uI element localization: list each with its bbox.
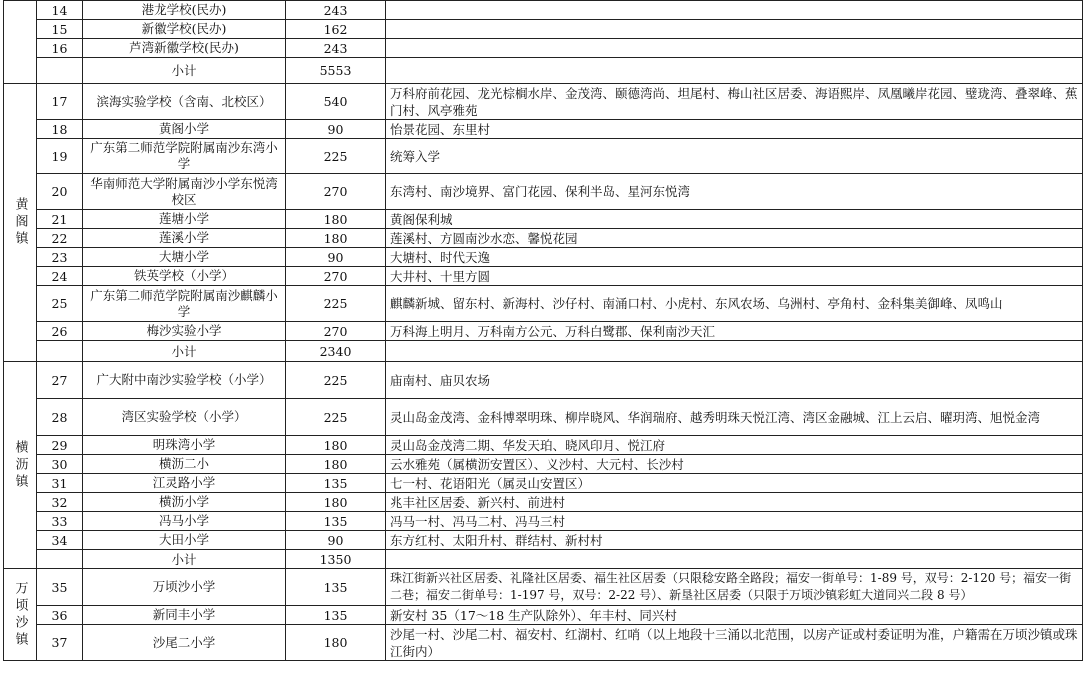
catchment-area: 冯马一村、冯马二村、冯马三村 <box>386 512 1083 531</box>
catchment-area: 东湾村、南沙境界、富门花园、保利半岛、星河东悦湾 <box>386 174 1083 210</box>
school-name: 大塘小学 <box>83 248 286 267</box>
table-row <box>4 120 1083 139</box>
school-name: 大田小学 <box>83 531 286 550</box>
row-number: 28 <box>37 399 83 436</box>
school-name: 黄阁小学 <box>83 120 286 139</box>
row-number: 29 <box>37 436 83 455</box>
subtotal-area-blank <box>386 341 1083 362</box>
row-number: 27 <box>37 362 83 399</box>
enrollment-count: 540 <box>286 84 386 120</box>
subtotal-row <box>4 58 1083 84</box>
row-number: 34 <box>37 531 83 550</box>
catchment-area: 庙南村、庙贝农场 <box>386 362 1083 399</box>
subtotal-value: 1350 <box>286 550 386 569</box>
row-number: 23 <box>37 248 83 267</box>
row-number: 30 <box>37 455 83 474</box>
enrollment-count: 180 <box>286 436 386 455</box>
catchment-area: 东方红村、太阳升村、群结村、新村村 <box>386 531 1083 550</box>
table-row <box>4 1 1083 20</box>
table-row <box>4 493 1083 512</box>
subtotal-row <box>4 341 1083 362</box>
enrollment-count: 243 <box>286 1 386 20</box>
table-row <box>4 436 1083 455</box>
school-name: 江灵路小学 <box>83 474 286 493</box>
catchment-area: 麒麟新城、留东村、新海村、沙仔村、南涌口村、小虎村、东风农场、乌洲村、亭角村、金科集美御峰、凤鸣山 <box>386 286 1083 322</box>
table-row <box>4 139 1083 174</box>
school-name: 广大附中南沙实验学校（小学） <box>83 362 286 399</box>
enrollment-count: 180 <box>286 455 386 474</box>
catchment-area: 万科海上明月、万科南方公元、万科白鹭郡、保利南沙天汇 <box>386 322 1083 341</box>
table-row <box>4 474 1083 493</box>
table-row <box>4 248 1083 267</box>
school-name: 广东第二师范学院附属南沙东湾小学 <box>83 139 286 174</box>
row-number: 26 <box>37 322 83 341</box>
row-number: 36 <box>37 606 83 625</box>
catchment-area: 兆丰社区居委、新兴村、前进村 <box>386 493 1083 512</box>
catchment-area: 灵山岛金茂湾二期、华发天珀、晓风印月、悦江府 <box>386 436 1083 455</box>
catchment-area: 云水雅苑（属横沥安置区）、义沙村、大元村、长沙村 <box>386 455 1083 474</box>
row-number: 31 <box>37 474 83 493</box>
school-name: 铁英学校（小学） <box>83 267 286 286</box>
catchment-area: 莲溪村、方圆南沙水恋、馨悦花园 <box>386 229 1083 248</box>
catchment-area: 七一村、花语阳光（属灵山安置区） <box>386 474 1083 493</box>
enrollment-count: 180 <box>286 210 386 229</box>
school-allocation-table <box>3 0 1083 661</box>
school-name: 冯马小学 <box>83 512 286 531</box>
enrollment-count: 225 <box>286 399 386 436</box>
table-row <box>4 174 1083 210</box>
enrollment-count: 243 <box>286 39 386 58</box>
school-name: 万顷沙小学 <box>83 569 286 606</box>
table-row <box>4 322 1083 341</box>
table-row <box>4 455 1083 474</box>
school-name: 莲溪小学 <box>83 229 286 248</box>
catchment-area: 大井村、十里方圆 <box>386 267 1083 286</box>
row-number: 18 <box>37 120 83 139</box>
subtotal-value: 5553 <box>286 58 386 84</box>
enrollment-count: 270 <box>286 267 386 286</box>
enrollment-count: 135 <box>286 474 386 493</box>
row-number: 32 <box>37 493 83 512</box>
subtotal-label: 小计 <box>83 550 286 569</box>
school-name: 滨海实验学校（含南、北校区） <box>83 84 286 120</box>
school-name: 新徽学校(民办) <box>83 20 286 39</box>
enrollment-count: 135 <box>286 512 386 531</box>
school-name: 沙尾二小学 <box>83 625 286 661</box>
row-number: 24 <box>37 267 83 286</box>
catchment-area <box>386 20 1083 39</box>
table-row <box>4 39 1083 58</box>
school-name: 横沥二小 <box>83 455 286 474</box>
catchment-area <box>386 1 1083 20</box>
school-name: 横沥小学 <box>83 493 286 512</box>
school-name: 港龙学校(民办) <box>83 1 286 20</box>
subtotal-area-blank <box>386 58 1083 84</box>
enrollment-count: 225 <box>286 286 386 322</box>
row-number: 35 <box>37 569 83 606</box>
table-row <box>4 267 1083 286</box>
catchment-area: 灵山岛金茂湾、金科博翠明珠、柳岸晓风、华润瑞府、越秀明珠天悦江湾、湾区金融城、江上云启、曜玥湾、旭悦金湾 <box>386 399 1083 436</box>
table-row <box>4 286 1083 322</box>
catchment-area: 新安村 35（17～18 生产队除外）、年丰村、同兴村 <box>386 606 1083 625</box>
catchment-area <box>386 39 1083 58</box>
school-name: 华南师范大学附属南沙小学东悦湾校区 <box>83 174 286 210</box>
school-name: 梅沙实验小学 <box>83 322 286 341</box>
row-number: 37 <box>37 625 83 661</box>
subtotal-blank <box>37 550 83 569</box>
row-number: 25 <box>37 286 83 322</box>
school-name: 明珠湾小学 <box>83 436 286 455</box>
row-number: 21 <box>37 210 83 229</box>
table-row <box>4 229 1083 248</box>
subtotal-blank <box>37 341 83 362</box>
subtotal-blank <box>37 58 83 84</box>
town-cell-continued <box>4 1 37 84</box>
town-name: 黄阁镇 <box>4 84 37 362</box>
enrollment-count: 90 <box>286 531 386 550</box>
row-number: 20 <box>37 174 83 210</box>
row-number: 33 <box>37 512 83 531</box>
subtotal-value: 2340 <box>286 341 386 362</box>
enrollment-count: 270 <box>286 322 386 341</box>
catchment-area: 万科府前花园、龙光棕榈水岸、金茂湾、颐德湾尚、坦尾村、梅山社区居委、海语熙岸、凤凰曦岸花园、璧珑湾、叠翠峰、蕉门村、风亭雅苑 <box>386 84 1083 120</box>
table-row <box>4 84 1083 120</box>
enrollment-count: 135 <box>286 606 386 625</box>
enrollment-count: 225 <box>286 362 386 399</box>
enrollment-count: 225 <box>286 139 386 174</box>
enrollment-count: 135 <box>286 569 386 606</box>
subtotal-row <box>4 550 1083 569</box>
table-row <box>4 531 1083 550</box>
table-row <box>4 399 1083 436</box>
subtotal-label: 小计 <box>83 341 286 362</box>
table-row <box>4 512 1083 531</box>
catchment-area: 黄阁保利城 <box>386 210 1083 229</box>
enrollment-count: 162 <box>286 20 386 39</box>
table-row <box>4 569 1083 606</box>
table-row <box>4 362 1083 399</box>
subtotal-area-blank <box>386 550 1083 569</box>
row-number: 19 <box>37 139 83 174</box>
catchment-area: 珠江街新兴社区居委、礼隆社区居委、福生社区居委（只限稔安路全路段；福安一街单号：1-89 号，双号：2-120 号；福安一街二巷；福安二街单号：1-197 号，双号：2-22 号）、新垦社区居委（只限于万顷沙镇彩虹大道同兴二段 8 号） <box>386 569 1083 606</box>
row-number: 14 <box>37 1 83 20</box>
table-row <box>4 625 1083 661</box>
table-row <box>4 606 1083 625</box>
catchment-area: 怡景花园、东里村 <box>386 120 1083 139</box>
catchment-area: 沙尾一村、沙尾二村、福安村、红湖村、红哨（以上地段十三涌以北范围，以房产证或村委证明为准，户籍需在万顷沙镇或珠江街内） <box>386 625 1083 661</box>
enrollment-count: 90 <box>286 120 386 139</box>
school-name: 新同丰小学 <box>83 606 286 625</box>
catchment-area: 大塘村、时代天逸 <box>386 248 1083 267</box>
row-number: 16 <box>37 39 83 58</box>
row-number: 15 <box>37 20 83 39</box>
table-row <box>4 210 1083 229</box>
enrollment-count: 180 <box>286 493 386 512</box>
school-name: 湾区实验学校（小学） <box>83 399 286 436</box>
table-row <box>4 20 1083 39</box>
town-name: 万顷沙镇 <box>4 569 37 661</box>
enrollment-count: 270 <box>286 174 386 210</box>
enrollment-count: 180 <box>286 625 386 661</box>
row-number: 22 <box>37 229 83 248</box>
subtotal-label: 小计 <box>83 58 286 84</box>
enrollment-count: 180 <box>286 229 386 248</box>
town-name: 横沥镇 <box>4 362 37 569</box>
school-name: 莲塘小学 <box>83 210 286 229</box>
school-name: 芦湾新徽学校(民办) <box>83 39 286 58</box>
row-number: 17 <box>37 84 83 120</box>
enrollment-count: 90 <box>286 248 386 267</box>
school-name: 广东第二师范学院附属南沙麒麟小学 <box>83 286 286 322</box>
catchment-area: 统筹入学 <box>386 139 1083 174</box>
